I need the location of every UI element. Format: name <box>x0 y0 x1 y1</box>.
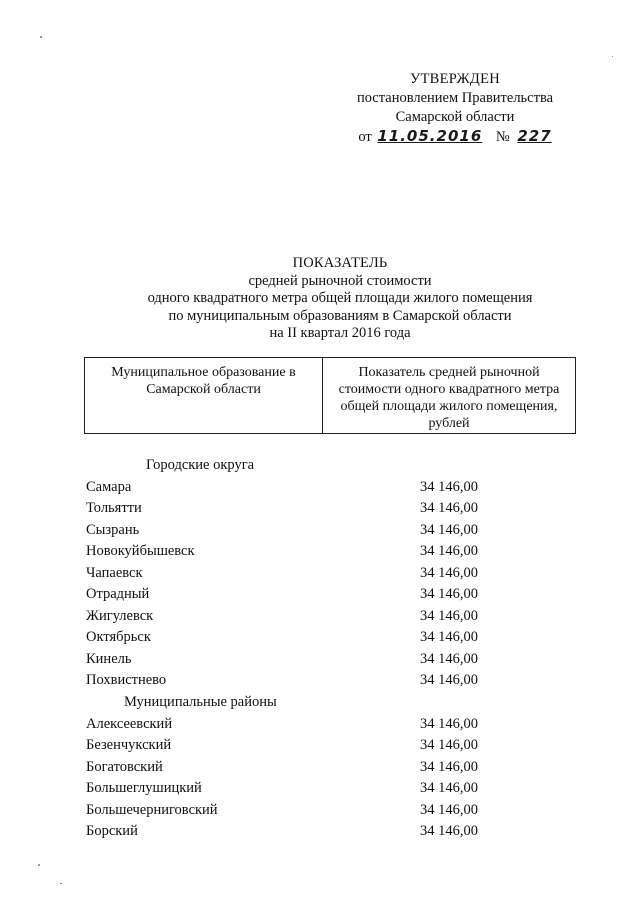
decree-line-2: Самарской области <box>395 109 515 125</box>
row-value: 34 146,00 <box>420 586 478 603</box>
document-title <box>60 255 620 343</box>
table-row <box>86 541 586 563</box>
header-indicator-line: Показатель средней рыночной <box>358 365 540 380</box>
row-value: 34 146,00 <box>420 478 478 495</box>
table-row <box>86 800 586 822</box>
row-name: Богатовский <box>86 758 163 775</box>
row-name: Самара <box>86 478 132 495</box>
scan-speck <box>612 56 613 57</box>
table-row <box>86 778 586 800</box>
table-row <box>86 649 586 671</box>
table-row <box>86 670 586 692</box>
table-row <box>86 563 586 585</box>
table-row <box>86 477 586 499</box>
table-row <box>86 735 586 757</box>
row-value: 34 146,00 <box>420 500 478 517</box>
row-value: 34 146,00 <box>420 607 478 624</box>
row-name: Похвистнево <box>86 672 167 689</box>
row-name: Новокуйбышевск <box>86 543 195 560</box>
table-row <box>86 627 586 649</box>
table-row <box>86 757 586 779</box>
date-number-line <box>340 127 570 147</box>
date-prefix: от <box>358 129 372 145</box>
header-indicator-line: рублей <box>428 416 470 431</box>
row-name: Жигулевск <box>86 607 154 624</box>
table-row <box>86 714 586 736</box>
table-body <box>86 455 586 843</box>
row-name: Чапаевск <box>86 564 143 581</box>
row-value: 34 146,00 <box>420 564 478 581</box>
table-row <box>86 498 586 520</box>
header-indicator-line: общей площади жилого помещения, <box>340 399 558 414</box>
row-value: 34 146,00 <box>420 629 478 646</box>
row-name: Кинель <box>86 650 132 667</box>
row-value: 34 146,00 <box>420 672 478 689</box>
group-heading-municipal-districts <box>86 692 586 714</box>
row-name: Отрадный <box>86 586 150 603</box>
approved-heading: УТВЕРЖДЕН <box>409 71 501 87</box>
handwritten-number: 227 <box>517 127 552 145</box>
title-main: ПОКАЗАТЕЛЬ <box>292 255 388 271</box>
handwritten-date: 11.05.2016 <box>377 127 483 145</box>
group-heading-city-districts <box>86 455 586 477</box>
decree-line-1: постановлением Правительства <box>356 90 554 106</box>
row-value: 34 146,00 <box>420 543 478 560</box>
row-value: 34 146,00 <box>420 758 478 775</box>
row-value: 34 146,00 <box>420 650 478 667</box>
title-line-2: одного квадратного метра общей площади жилого помещения <box>147 290 533 307</box>
title-line-4: на II квартал 2016 года <box>269 325 411 342</box>
approval-block <box>340 70 570 147</box>
row-value: 34 146,00 <box>420 801 478 818</box>
scan-speck <box>40 36 42 38</box>
group-title: Городские округа <box>146 457 255 473</box>
group-title: Муниципальные районы <box>124 694 277 711</box>
row-name: Сызрань <box>86 521 140 538</box>
row-value: 34 146,00 <box>420 823 478 840</box>
row-name: Безенчукский <box>86 737 172 754</box>
row-value: 34 146,00 <box>420 737 478 754</box>
row-name: Тольятти <box>86 500 142 517</box>
row-value: 34 146,00 <box>420 715 478 732</box>
row-value: 34 146,00 <box>420 780 478 797</box>
row-name: Октябрьск <box>86 629 151 646</box>
table-row <box>86 520 586 542</box>
number-sign: № <box>495 129 510 145</box>
table-row <box>86 606 586 628</box>
title-line-3: по муниципальным образованиям в Самарской области <box>168 307 512 324</box>
title-line-1: средней рыночной стоимости <box>248 272 432 289</box>
row-name: Большеглушицкий <box>86 780 202 797</box>
scan-speck <box>38 864 40 866</box>
header-municipality <box>85 358 323 433</box>
row-name: Борский <box>86 823 138 840</box>
table-row <box>86 821 586 843</box>
header-municipality-line: Самарской области <box>146 382 261 397</box>
table-row <box>86 584 586 606</box>
scan-speck <box>60 883 62 884</box>
header-municipality-line: Муниципальное образование в <box>111 365 296 380</box>
row-value: 34 146,00 <box>420 521 478 538</box>
row-name: Алексеевский <box>86 715 173 732</box>
table-header <box>84 357 576 434</box>
row-name: Большечерниговский <box>86 801 218 818</box>
header-indicator-line: стоимости одного квадратного метра <box>338 382 560 397</box>
header-indicator <box>323 358 575 433</box>
